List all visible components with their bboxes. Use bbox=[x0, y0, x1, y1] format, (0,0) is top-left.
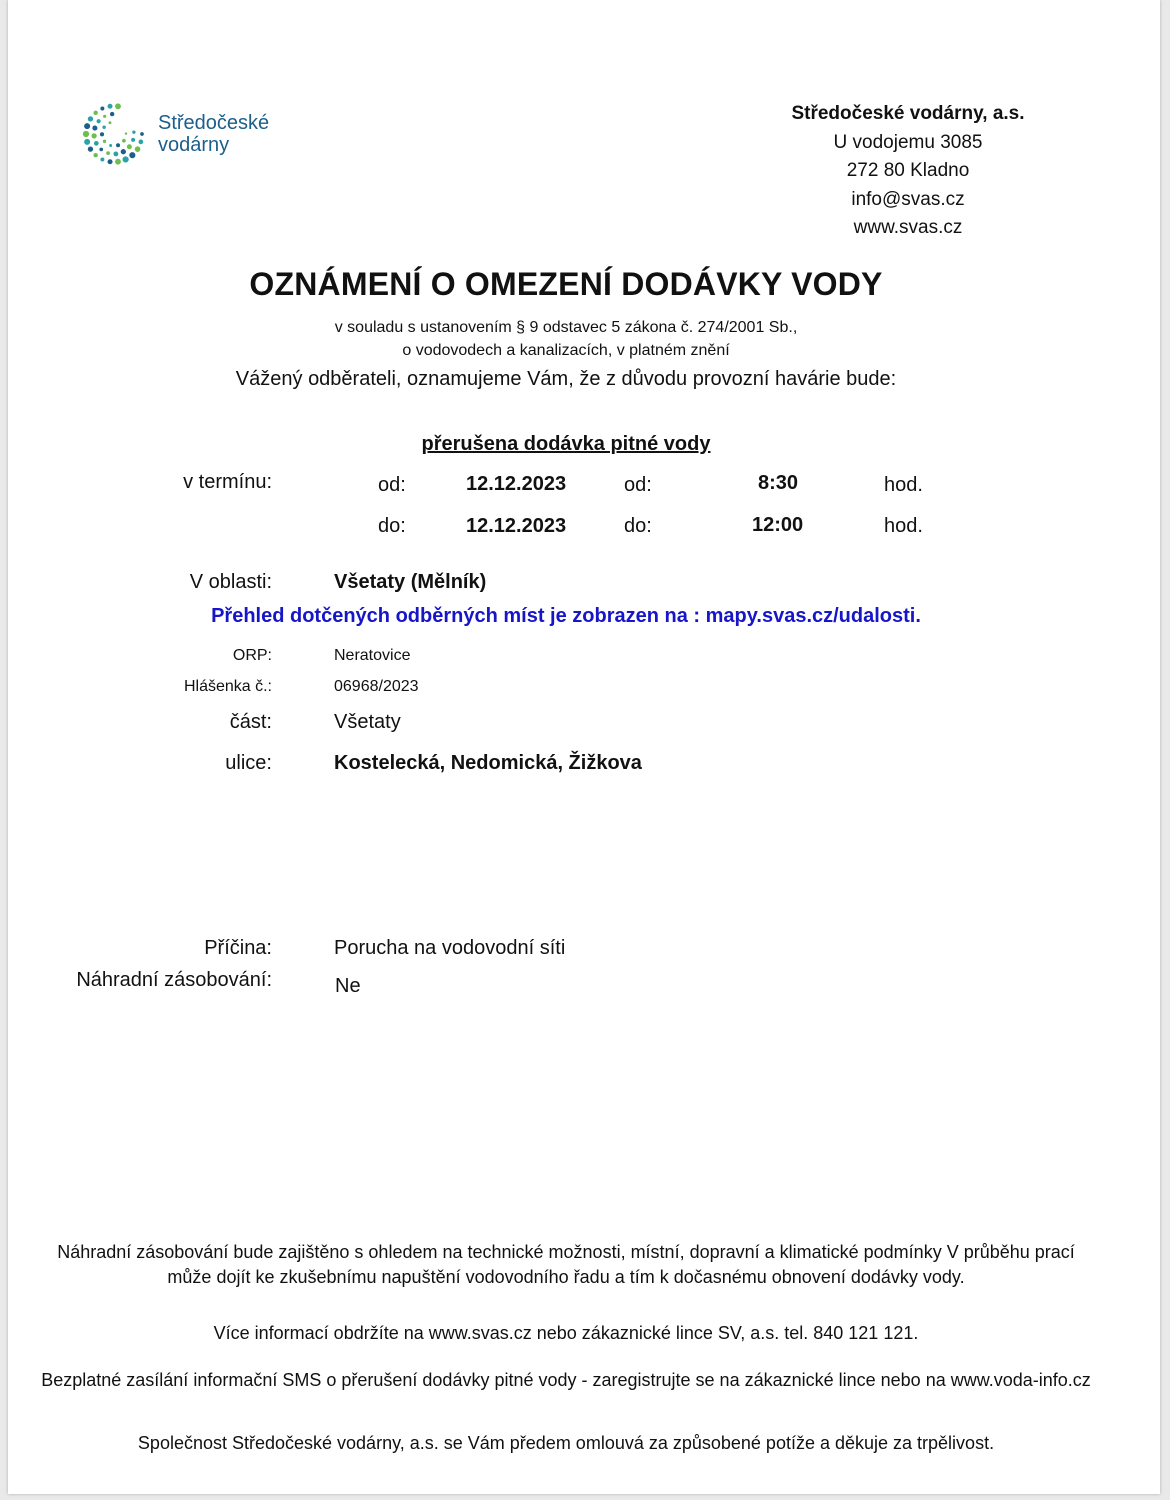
notice-page bbox=[8, 0, 1160, 1494]
logo-dot bbox=[108, 104, 113, 109]
company-street: U vodojemu 3085 bbox=[833, 131, 983, 153]
replacement-label: Náhradní zásobování: bbox=[76, 969, 272, 991]
logo-dot bbox=[84, 123, 90, 129]
logo-dot bbox=[88, 146, 93, 151]
report-number-label: Hlášenka č.: bbox=[183, 678, 272, 695]
company-email[interactable]: info@svas.cz bbox=[851, 188, 965, 210]
logo-dot bbox=[121, 149, 126, 154]
logo-dot bbox=[116, 143, 120, 147]
logo-dot bbox=[129, 152, 135, 158]
term-to-date: 12.12.2023 bbox=[466, 515, 567, 537]
logo-dot bbox=[99, 148, 103, 152]
logo-dot bbox=[83, 131, 89, 137]
company-name: Středočeské vodárny, a.s. bbox=[791, 103, 1025, 124]
company-web[interactable]: www.svas.cz bbox=[853, 217, 963, 238]
logo-dot bbox=[115, 103, 121, 109]
greeting: Vážený odběrateli, oznamujeme Vám, že z důvodu provozní havárie bude: bbox=[235, 368, 897, 390]
street-value: Kostelecká, Nedomická, Žižkova bbox=[334, 752, 642, 774]
logo-dot bbox=[94, 141, 99, 146]
logo-dot bbox=[100, 132, 104, 136]
logo-dot bbox=[108, 159, 113, 164]
part-value: Všetaty bbox=[334, 711, 401, 733]
logo-dot bbox=[135, 146, 141, 152]
logo-dot bbox=[100, 107, 104, 111]
logo-dot bbox=[103, 115, 106, 118]
term-from-date: 12.12.2023 bbox=[466, 473, 567, 495]
cause-label: Příčina: bbox=[204, 937, 272, 959]
report-number-value: 06968/2023 bbox=[334, 678, 419, 695]
term-to-time-label: do: bbox=[624, 515, 652, 537]
logo-dot bbox=[93, 153, 97, 157]
interruption-heading: přerušena dodávka pitné vody bbox=[421, 433, 711, 455]
replacement-value: Ne bbox=[335, 975, 361, 997]
term-from-time: 8:30 bbox=[758, 472, 799, 494]
legal-line-1: v souladu s ustanovením § 9 odstavec 5 zákona č. 274/2001 Sb., bbox=[334, 319, 798, 336]
logo-dot bbox=[102, 126, 105, 129]
footer-apology: Společnost Středočeské vodárny, a.s. se Vám předem omlouvá za způsobené potíže a děkuje za trpělivost. bbox=[137, 1433, 995, 1453]
company-address bbox=[768, 100, 1048, 243]
logo-dot bbox=[97, 119, 101, 123]
logo-dot bbox=[125, 132, 127, 134]
logo-dot bbox=[123, 156, 129, 162]
orp-label: ORP: bbox=[232, 647, 272, 664]
term-to-time: 12:00 bbox=[752, 514, 804, 536]
term-from-unit: hod. bbox=[884, 474, 923, 496]
logo-wordmark bbox=[158, 112, 269, 156]
company-city: 272 80 Kladno bbox=[846, 160, 970, 181]
footer-more-info: Více informací obdržíte na www.svas.cz nebo zákaznické lince SV, a.s. tel. 840 121 121. bbox=[213, 1323, 919, 1343]
logo-dot bbox=[93, 111, 97, 115]
company-logo bbox=[74, 100, 294, 170]
logo-dot bbox=[115, 159, 121, 165]
logo-dot bbox=[109, 121, 112, 124]
logo-dot bbox=[132, 130, 135, 133]
legal-line-2: o vodovodech a kanalizacích, v platném znění bbox=[402, 342, 730, 359]
logo-dot bbox=[122, 139, 126, 143]
street-label: ulice: bbox=[225, 752, 272, 774]
logo-dot bbox=[127, 144, 132, 149]
logo-dot bbox=[140, 132, 144, 136]
logo-dot bbox=[88, 116, 93, 121]
term-to-date-label: do: bbox=[378, 515, 406, 537]
logo-line-2: vodárny bbox=[158, 134, 230, 156]
footer-replacement-info: Náhradní zásobování bude zajištěno s ohledem na technické možnosti, místní, dopravní a klimatické podmínky V průběhu prací může dojít ke zkušebnímu napuštění vodovodního řadu a tím k dočasnému obnovení dodávky vody. bbox=[57, 1242, 1075, 1287]
logo-dot bbox=[106, 151, 110, 155]
footer-sms-info: Bezplatné zasílání informační SMS o přerušení dodávky pitné vody - zaregistrujte se na zákaznické lince nebo na www.voda-info.cz bbox=[41, 1370, 1091, 1390]
logo-dot bbox=[113, 151, 118, 156]
term-from-date-label: od: bbox=[378, 474, 406, 496]
logo-dot bbox=[131, 138, 135, 142]
legal-basis bbox=[8, 316, 1124, 362]
area-label: V oblasti: bbox=[189, 571, 272, 593]
orp-value: Neratovice bbox=[334, 647, 411, 664]
logo-dot bbox=[109, 144, 112, 147]
logo-dot bbox=[103, 140, 106, 143]
area-value: Všetaty (Mělník) bbox=[334, 571, 487, 593]
term-label: v termínu: bbox=[183, 471, 272, 493]
affected-places-notice[interactable]: Přehled dotčených odběrných míst je zobrazen na : mapy.svas.cz/udalosti. bbox=[211, 605, 921, 627]
logo-dot bbox=[91, 133, 96, 138]
cause-value: Porucha na vodovodní síti bbox=[334, 937, 566, 959]
logo-dot bbox=[100, 157, 104, 161]
term-to-unit: hod. bbox=[884, 515, 923, 537]
logo-dot bbox=[92, 126, 97, 131]
page-title: OZNÁMENÍ O OMEZENÍ DODÁVKY VODY bbox=[249, 266, 883, 302]
term-from-time-label: od: bbox=[624, 474, 652, 496]
logo-dot bbox=[84, 139, 90, 145]
logo-dot bbox=[110, 112, 114, 116]
logo-dot bbox=[139, 140, 144, 145]
part-label: část: bbox=[229, 711, 272, 733]
logo-line-1: Středočeské bbox=[158, 112, 270, 134]
logo-dots-icon bbox=[74, 100, 154, 170]
